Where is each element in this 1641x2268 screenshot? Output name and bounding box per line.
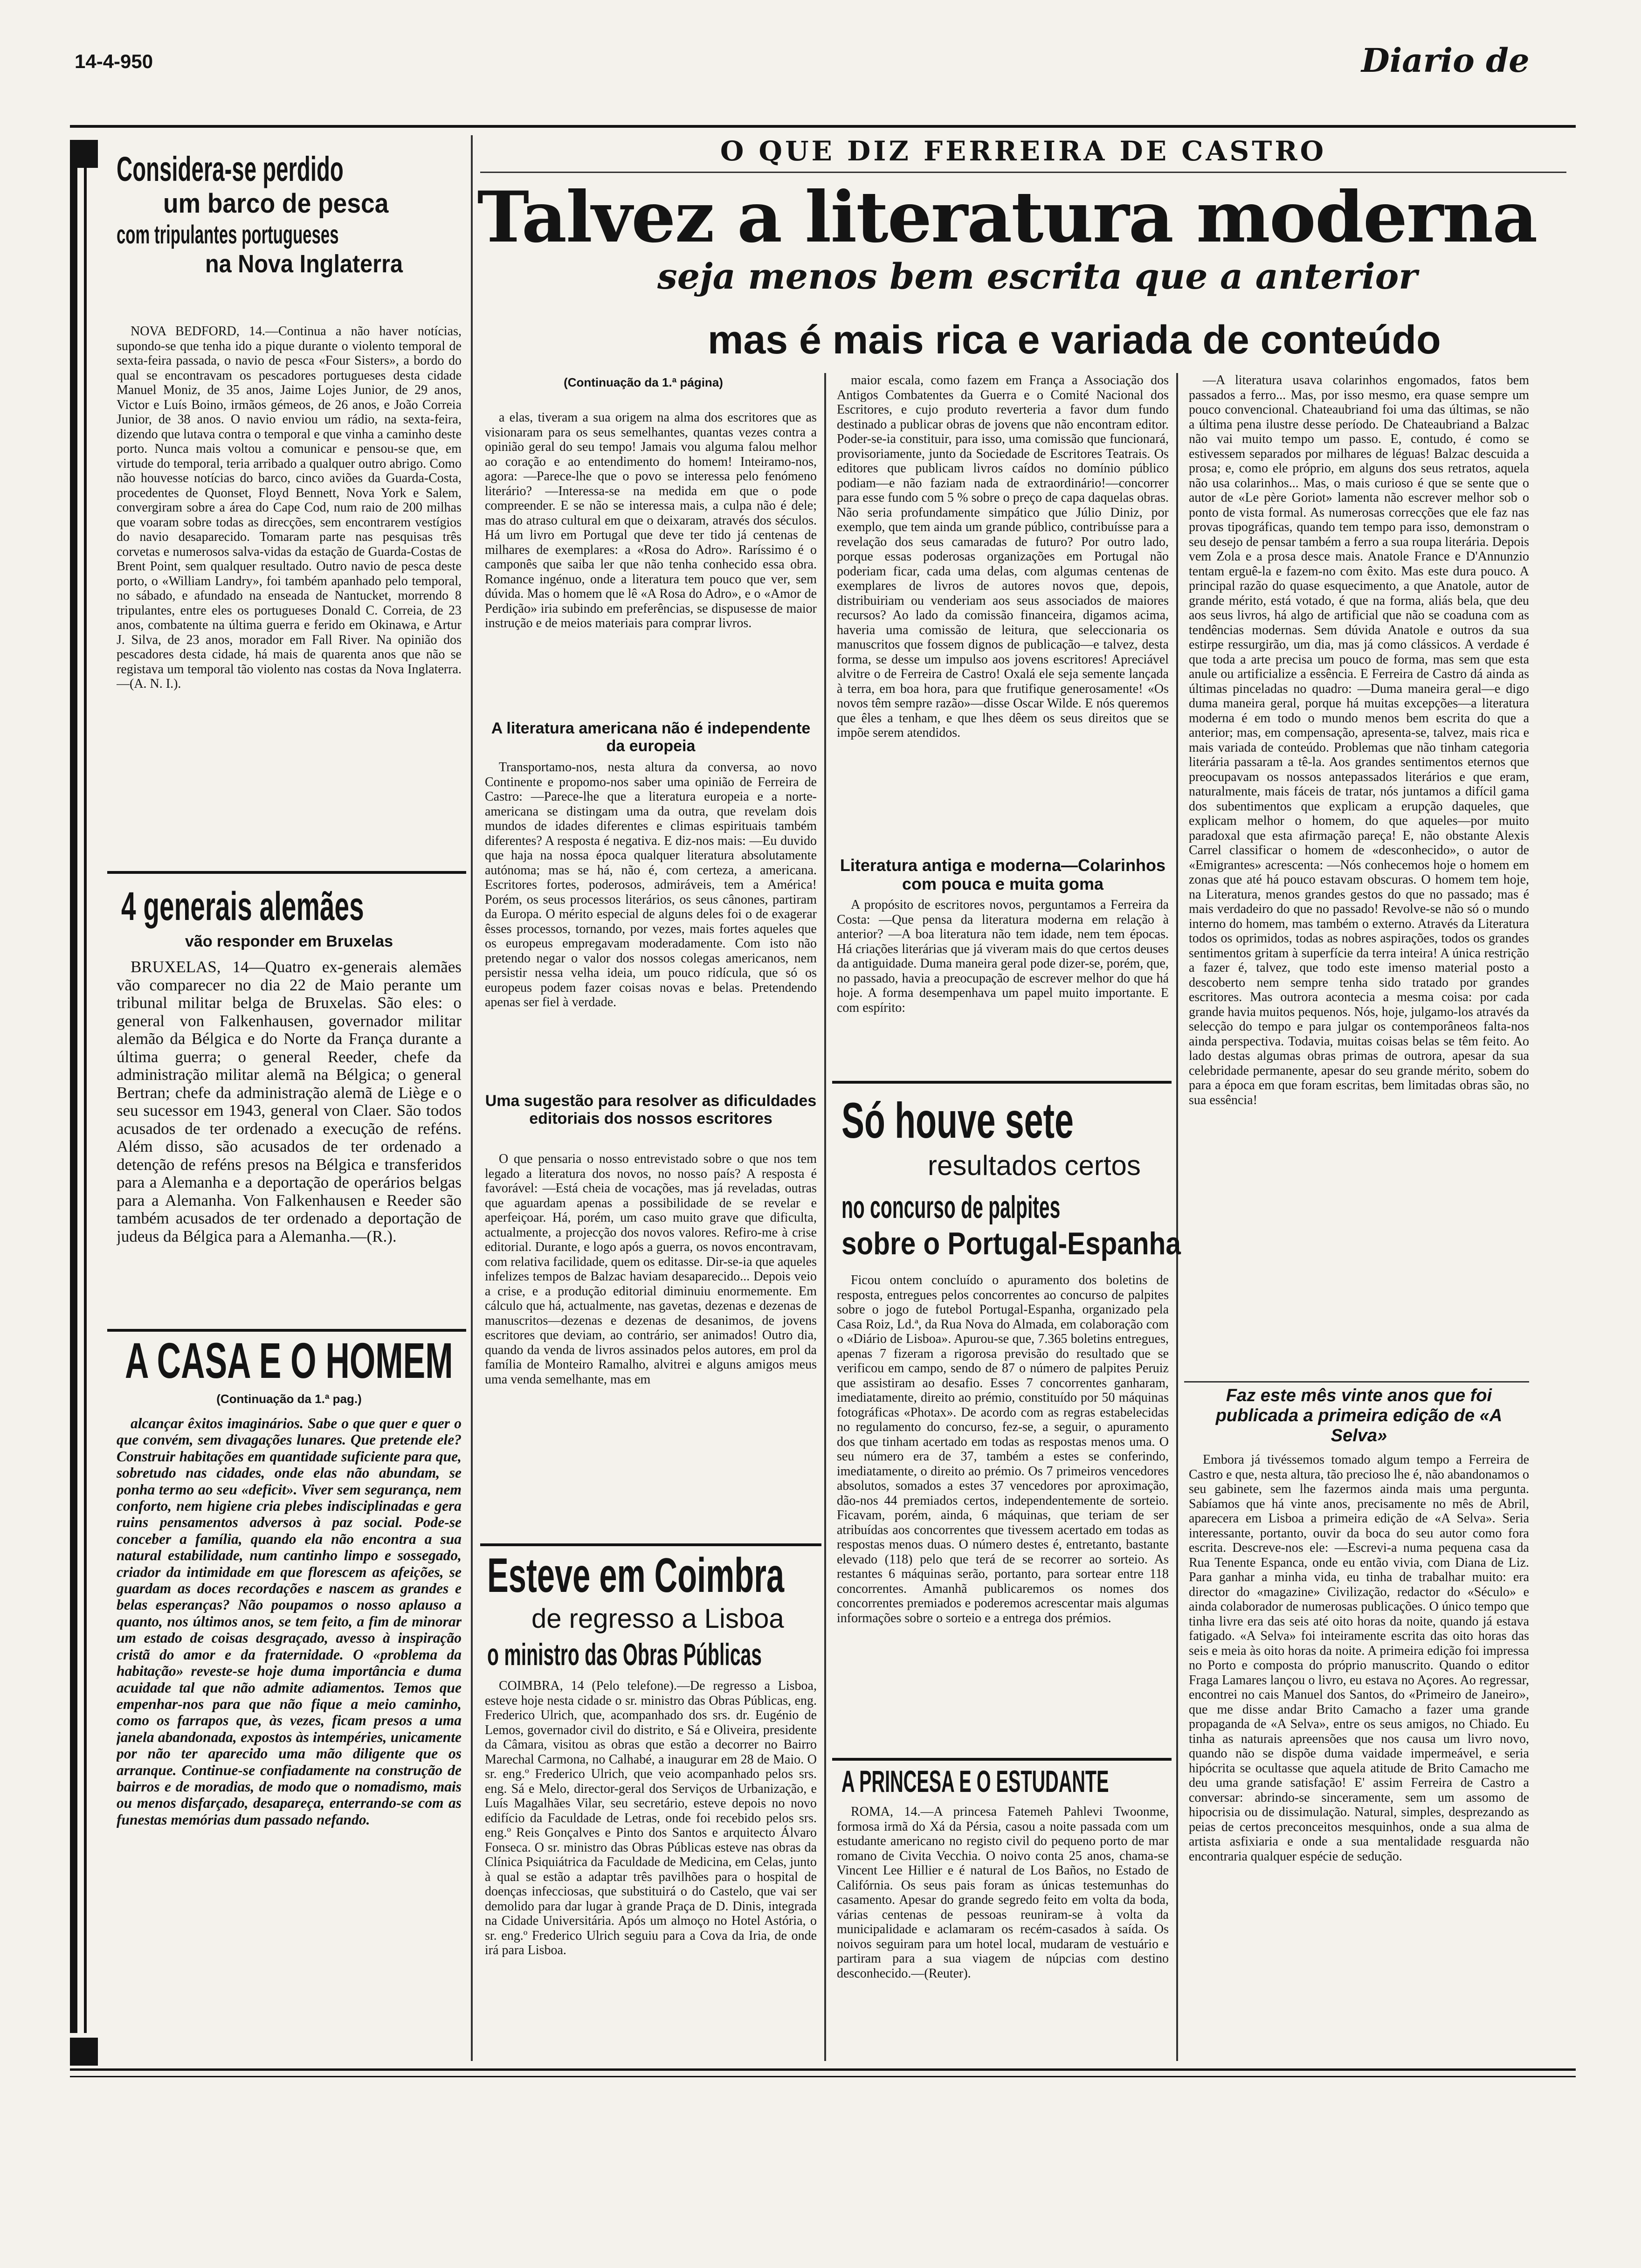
palpites-h1: Só houve sete — [841, 1092, 1074, 1148]
rule-coimbra — [480, 1543, 821, 1546]
palpites-h3: no concurso de palpites — [841, 1189, 1061, 1225]
ferreira-h3: mas é mais rica e variada de conteúdo — [708, 318, 1441, 362]
barco-h2: um barco de pesca — [163, 188, 389, 219]
princesa-body: ROMA, 14.—A princesa Fatemeh Pahlevi Twoonme, formosa irmã do Xá da Pérsia, casou a noite passada com um estudante americano no registo civil do pequeno porto de mar romano de Civita Vecchia. O noivo conta 25 anos, chama-se Vincent Lee Hillier e é natural de Los Baños, no Estado de Califórnia. Os seus pais foram as únicas testemunhas do casamento. Apesar do grande segredo feito em volta da boda, várias centenas de pessoas reuniram-se à volta da municipalidade e aclamaram os recém-casados à saída. Os noivos seguiram para um hotel local, mudaram de vestuário e partiram para a sua viagem de núpcias com destino desconhecido.—(Reuter). — [837, 1805, 1169, 1981]
ferreira-h1: Talvez a literatura moderna — [477, 176, 1537, 258]
ferreira-col1c: O que pensaria o nosso entrevistado sobre o que nos tem legado a literatura dos novos, no nosso país? A resposta é favorável: —Está cheia de vocações, mas já reveladas, outras que aguardam apenas a possibilidade de se revelar e aperfeiçoar. Há, porém, um caso muito grave que dificulta, actualmente, a projecção dos novos valores. Refiro-me à crise editorial. Durante, e logo após a guerra, os novos encontravam, com relativa facilidade, quem os editasse. Dir-se-ia que aqueles infelizes tempos de Balzac haviam desaparecido... Depois veio a crise, e a produção editorial diminuiu enormemente. Em cálculo que há, actualmente, nas gavetas, dezenas e dezenas de manuscritos—dezenas e dezenas de desanimos, de jovens escritores que deviam, ao contrário, ser animados! Outro dia, quando da venda de livros assinados pelos autores, em prol da família de Monteiro Ramalho, alvitrei e alguns amigos meus uma venda semelhante, mas em — [485, 1152, 817, 1387]
column-rule-1 — [471, 135, 473, 2061]
ferreira-col3b: Embora já tivéssemos tomado algum tempo a Ferreira de Castro e que, nesta altura, tão precioso lhe é, não abandonamos o seu gabinete, sem lhe fazermos ainda mais uma pergunta. Sabíamos que há vinte anos, precisamente no mês de Abril, aparecera em Lisboa a primeira edição de «A Selva». Seria interessante, portanto, ouvir da boca do seu autor como fora escrita. Descreve-nos ele: —Escrevi-a numa pequena casa da Rua Tenente Espanca, onde eu então vivia, com Diana de Liz. Para ganhar a minha vida, eu tinha de trabalhar muito: era director do «magazine» Civilização, redactor do «Século» e ainda colaborador de numerosas publicações. O único tempo que tinha livre era das seis até oito horas da noite, quando já estava fatigado. «A Selva» foi inteiramente escrita das oito horas das seis e meia às oito horas da noite. A primeira edição foi impressa no Porto e composta do próprio manuscrito. Quando o editor Fraga Lamares lançou o livro, eu estava no Açores. Ao regressar, encontrei no cais Manuel dos Santos, do «Primeiro de Janeiro», que me disse andar Brito Camacho a fazer uma grande propaganda de «A Selva», entre os seus amigos, no Chiado. Eu tinha as naturais apreensões que nos causa um livro novo, quando não se dispõe duma vaidade impermeável, e seria hipócrita se ocultasse que aquela atitude de Brito Camacho me deu uma grande satisfação! E' assim Ferreira de Castro a conversar: abrindo-se sinceramente, sem um assomo de hipocrisia ou de dissimulação. Natural, simples, desprezando as peias de certos preconceitos mesquinhos, onde a sua alma de artista asfixiaria e onde a sua mentalidade resguarda não encontraria qualquer espécie de sedução. — [1189, 1452, 1529, 1864]
masthead-rule — [70, 125, 1576, 128]
rule-selva — [1184, 1381, 1529, 1383]
palpites-h2: resultados certos — [928, 1150, 1141, 1181]
ferreira-sub4: Faz este mês vinte anos que foi publicada a primeira edição de «A Selva» — [1215, 1386, 1503, 1445]
corner-block-bottom — [70, 2038, 98, 2066]
casa-h1: A CASA E O HOMEM — [125, 1332, 453, 1389]
column-rule-2 — [824, 373, 826, 2061]
corner-block-top — [70, 140, 98, 168]
bottom-rule-thin — [70, 2076, 1576, 2077]
ferreira-sub1: A literatura americana não é independente da europeia — [491, 719, 811, 755]
left-margin-bar — [70, 140, 77, 2033]
ferreira-col2b: A propósito de escritores novos, perguntamos a Ferreira da Costa: —Que pensa da literatura moderna em relação à anterior? —A boa literatura não tem idade, nem tem épocas. Há criações literárias que já viveram mais do que certos deuses da antiguidade. Duma maneira geral pode dizer-se, porém, que, no passado, havia a preocupação de escrever melhor do que há hoje. A forma desempenhava um papel muito importante. E com espírito: — [837, 898, 1169, 1015]
generais-h1: 4 generais alemães — [121, 884, 364, 929]
casa-cont: (Continuação da 1.ª pag.) — [216, 1392, 362, 1406]
generais-h2: vão responder em Bruxelas — [185, 933, 393, 950]
ferreira-sub3: Literatura antiga e moderna—Colarinhos com pouca e muita goma — [840, 856, 1166, 893]
ferreira-col3: —A literatura usava colarinhos engomados, fatos bem passados a ferro... Mas, por isso mesmo, era quase sempre um pouco convencional. Chateaubriand foi uma das últimas, se não a última pena ilustre desse período. De Chateaubriand a Balzac não vai muito tempo um passo. E, contudo, é como se estivessem separados por milhares de léguas! Balzac descuida a prosa; e, como ele próprio, em alguns dos seus retratos, aquela não usa colarinhos... Mas, o mais curioso é que se sente que o autor de «Le père Goriot» lamenta não escrever melhor sob o ponto de vista formal. As numerosas correcções que ele faz nas provas tipográficas, quando tem tempo para isso, demonstram o seu desejo de pensar também a ferro a sua roupa literária. Depois vem Zola e a prosa desce mais. Anatole France e D'Annunzio tentam erguê-la e fazem-no com êxito. Mas este dura pouco. A principal razão do quase esquecimento, a que Anatole, autor de grande mérito, está votado, é que na forma, aliás bela, que deu aos seus livros, há algo de artificial que não se coaduna com as tendências modernas. Sem dúvida Anatole e outros da sua estirpe ressurgirão, um dia, mas já como clássicos. A verdade é que toda a arte precisa um pouco de forma, mas sem que esta anule ou artificialize a essência. E Ferreira de Castro dá ainda as últimas pinceladas no quadro: —Duma maneira geral—e digo duma maneira geral, porque há muitas excepções—a literatura moderna é em todo o mundo menos bem escrita do que a anterior; mas, em compensação, apresenta-se, talvez, mais rica e mais variada de conteúdo. Problemas que não tinham categoria literária passaram a tê-la. Aos grandes sentimentos eternos que preocupavam os nossos antepassados literários e que eram, naturalmente, mais fáceis de tratar, nós juntamos a difícil gama dos subentimentos que explicam a erupção daqueles, que explicam melhor o homem, do que aqueles—por muito paradoxal que esta afirmação pareça! E, não obstante Alexis Carrel classificar o homem de «desconhecido», o autor de «Emigrantes» acrescenta: —Nós conhecemos hoje o homem em zonas que até há pouco estavam obscuras. O homem tem hoje, na Literatura, menos grandes gestos do que no passado; mas é mais verdadeiro do que no passado! Revolve-se não só o mundo interno do homem, mas também o externo. Através da Literatura todos os oprimidos, todas as nobres aspirações, todos os grandes sentimentos gritam à superfície da terra inteira! A única restrição a fazer é, talvez, que todo este imenso material posto a descoberto nem sempre tenha sido tratado por grandes escritores. Mas outrora acontecia a mesma coisa: por cada grande havia muitos pequenos. Nós, hoje, julgamo-los através da selecção do tempo e para julgar os contemporâneos falta-nos ainda perspectiva. Todavia, muitas coisas belas se têm feito. Ao lado destas algumas obras primas de outrora, apesar da sua celebridade permanente, apesar do seu grande mérito, sobem do para a época em que foram escritas, bem limitadas obras são, no sua essência! — [1189, 373, 1529, 1107]
barco-h1: Considera-se perdido — [117, 150, 344, 188]
rule-princesa — [832, 1758, 1172, 1761]
ferreira-col1b: Transportamo-nos, nesta altura da conversa, ao novo Continente e propomo-nos saber uma opinião de Ferreira de Castro: —Parece-lhe que a literatura europeia e a norte-americana se distingam uma da outra, que revelam dois mundos de idades diferentes e climas espirituais também diferentes? A resposta é negativa. E diz-nos mais: —Eu duvido que haja na nossa época qualquer literatura absolutamente autónoma; mas se há, não é, com certeza, a americana. Escritores fortes, poderosos, admiráveis, tem a América! Porém, os seus processos literários, os seus cânones, partiram da Europa. O mérito especial de alguns deles foi o de exagerar êsses processos, tornando, por vezes, mais fortes aqueles que os europeus empregavam moderadamente. Com isto não pretendo negar o valor dos nossos colegas americanos, nem persistir nessa velha ideia, um pouco ridícula, que só os europeus podem fazer coisas novas e belas. Pretendendo apenas ser fiel à verdade. — [485, 760, 817, 1010]
coimbra-h2: de regresso a Lisboa — [531, 1604, 784, 1634]
palpites-h4: sobre o Portugal-Espanha — [841, 1226, 1181, 1261]
coimbra-h3: o ministro das Obras Públicas — [487, 1637, 762, 1672]
issue-date: 14-4-950 — [75, 50, 153, 72]
rule-palpites — [832, 1081, 1172, 1084]
article-barco-headline — [117, 149, 462, 278]
palpites-body: Ficou ontem concluído o apuramento dos boletins de resposta, entregues pelos concorrentes ao concurso de palpites sobre o jogo de futebol Portugal-Espanha, organizado pela Casa Roiz, Ld.ª, da Rua Nova do Almada, em colaboração com o «Diário de Lisboa». Apurou-se que, 7.365 boletins entregues, apenas 7 fizeram a rigorosa previsão do resultado que se verificou em campo, sendo de 87 o número de palpites Peruiz que assistiram ao desafio. Esses 7 concorrentes ganharam, imediatamente, direito ao prémio, constituído por 50 máquinas fotográficas «Photax». De acordo com as regras estabelecidas no regulamento do concurso, fez-se, a seguir, o apuramento dos que tinham acertado em todas as respostas menos uma. O seu número era de 37, também a estes se conferindo, imediatamente, o direito ao prémio. Os 7 primeiros vencedores absolutos, somados a estes 37 vencedores por aproximação, dão-nos 44 premiados certos, independentemente de sorteio. Ficavam, porém, ainda, 6 máquinas, que teriam de ser atribuídas aos concorrentes que tivessem acertado em todas as respostas menos duas. O número destes é, entretanto, bastante elevado (118) pelo que terá de se recorrer ao sorteio. As restantes 6 máquinas serão, portanto, para sortear entre 118 concorrentes. Amanhã publicaremos os nomes dos concorrentes premiados e poderemos acrescentar mais algumas informações sobre o sorteio e a entrega dos prémios. — [837, 1273, 1169, 1625]
ferreira-h2: seja menos bem escrita que a anterior — [657, 256, 1418, 297]
casa-body: alcançar êxitos imaginários. Sabe o que quer e quer o que convém, sem divagações lunares. Que pretende ele? Construir habitações em quantidade suficiente para que, sobretudo nas cidades, onde elas não abundam, se ponha termo ao seu «deficit». Viver sem segurança, nem conforto, nem higiene cria plebes indisciplinadas e gera ruins pensamentos adversos à paz social. Pode-se conceber a família, quando ela não encontra a sua natural estabilidade, num cantinho limpo e sossegado, criador da intimidade em que florescem as afeições, se guardam as doces recordações e nascem as grandes e belas esperanças? Não poupamos o nosso aplauso a quanto, nos últimos anos, se tem feito, a fim de minorar um estado de coisas desgraçado, avesso à inspiração cristã do amor e da fraternidade. O «problema da habitação» reveste-se hoje duma importância e duma acuidade tal que não admite adiamentos. Temos que empenhar-nos para que não fique a meio caminho, como os farrapos que, às vezes, ficam presos a uma janela abandonada, expostos às intempéries, unicamente por não ter aparecido uma mão diligente que os arranque. Continue-se confiadamente na construção de bairros e de moradias, de modo que o nomadismo, mais ou menos disfarçado, desapareça, enterrando-se com as funestas memórias dum passado nefando. — [117, 1415, 462, 1828]
ferreira-col1: a elas, tiveram a sua origem na alma dos escritores que as visionaram para os seus semelhantes, quantas vezes contra a opinião geral do seu tempo! Jamais vou alguma falou melhor ao coração e ao entendimento do homem! Inteiramo-nos, agora: —Parece-lhe que o povo se interessa pelo fenómeno literário? —Interessa-se na medida em que o pode compreender. E se não se interessa mais, a culpa não é dele; mas do atraso cultural em que o deixaram, através dos séculos. Há um livro em Portugal que deve ter tido já centenas de milhares de exemplares: a «Rosa do Adro». Raríssimo é o camponês que saiba ler que não tenha conhecido essa obra. Romance ingénuo, onde a literatura tem pouco que ver, sem dúvida. Mas o homem que lê «A Rosa do Adro», e o «Amor de Perdição» iria subindo em preferências, se dispusesse de maior instrução e de meios materiais para comprar livros. — [485, 410, 817, 630]
barco-body: NOVA BEDFORD, 14.—Continua a não haver notícias, supondo-se que tenha ido a pique durante o violento temporal de sexta-feira passada, o navio de pesca «Four Sisters», a bordo do qual se encontravam os pescadores portugueses desta cidade Manuel Moniz, de 35 anos, Jaime Lojes Junior, de 29 anos, Victor e Luís Boino, irmãos gémeos, de 26 anos, e João Correia Junior, de 38 anos. O navio enviou um rádio, na sexta-feira, dizendo que lutava contra o temporal e que vinha a caminho deste porto. Nunca mais voltou a comunicar e pensou-se que, em virtude do temporal, teria arribado a qualquer outro abrigo. Como não houvesse notícias do barco, cinco aviões da Guarda-Costa, procedentes de Quonset, Floyd Bennett, Nova York e Salem, convergiram sobre a área do Cape Cod, num raio de 200 milhas que voaram sobre todas as direcções, sem encontrarem vestígios do navio desaparecido. Tomaram parte nas pesquisas três corvetas e numerosos salva-vidas da estação de Guarda-Costas de Brent Point, sem qualquer resultado. Outro navio de pesca deste porto, o «William Landry», foi também apanhado pelo temporal, no sábado, e afundado na enseada de Nantucket, morrendo 8 tripulantes, entre eles os portugueses Donald C. Correia, de 23 anos, combatente na última guerra e ferido em Okinawa, e Artur J. Silva, de 23 anos, morador em Fall River. Na opinião dos pescadores desta cidade, há mais de quarenta anos que não se registava um temporal tão violento nas costas da Nova Inglaterra.—(A. N. I.). — [117, 324, 462, 691]
generais-body: BRUXELAS, 14—Quatro ex-generais alemães vão comparecer no dia 22 de Maio perante um tribunal militar belga de Bruxelas. São eles: o general von Falkenhausen, governador militar alemão da Bélgica e do Norte da França durante a última guerra; o general Reeder, chefe da administração militar alemã na Bélgica; o general Bertran; chefe da administração alemã de Liège e o seu sucessor em 1943, general von Claer. São todos acusados de ter ordenado a execução de reféns. Além disso, são acusados de ter ordenado a detenção de reféns presos na Bélgica e transferidos para a Alemanha e a deportação de operários belgas para a Alemanha. Von Falkenhausen e Reeder são também acusados de ter ordenado a deportação de judeus da Bélgica para a Alemanha.—(R.). — [117, 958, 462, 1245]
bottom-rule — [70, 2068, 1576, 2071]
ferreira-sub2: Uma sugestão para resolver as dificuldades editoriais dos nossos escritores — [485, 1092, 817, 1127]
ferreira-kicker: O QUE DIZ FERREIRA DE CASTRO — [720, 135, 1327, 167]
left-margin-bar-thin — [84, 140, 87, 2033]
ferreira-col2: maior escala, como fazem em França a Associação dos Antigos Combatentes da Guerra e o Comité Nacional dos Escritores, e cujo produto reverteria a favor dum fundo destinado a publicar obras de jovens que não encontram editor. Poder-se-ia constituir, para isso, uma comissão que funcionará, provisoriamente, junto da Sociedade de Escritores Teatrais. Os editores que publicam livros caídos no domínio público podiam—e não faziam nada de extraordinário!—concorrer para esse fundo com 5 % sobre o preço de capa daquelas obras. Não seria profundamente simpático que Júlio Diniz, por exemplo, que tem ainda um grande público, contribuísse para a revelação dos seus camaradas de futuro? Por outro lado, porque essas poderosas organizações em Portugal não poderiam ficar, cada uma delas, com algumas centenas de exemplares de livros de autores novos que, depois, distribuiriam ou venderiam aos seus associados de maiores recursos? Ao lado da comissão financeira, digamos acima, haveria uma comissão de leitura, que seleccionaria os manuscritos que fossem dignos de publicação—e talvez, desta forma, se desse um impulso aos jovens escritores! Apreciável alvitre o de Ferreira de Castro! Oxalá ele seja semente lançada à terra, em boa hora, para que frutifique generosamente! «Os novos têm sempre razão»—disse Oscar Wilde. E nós queremos que êles a tenham, e que lhes dêem os seus direitos que se impõe serem atendidos. — [837, 373, 1169, 740]
column-rule-3 — [1176, 373, 1178, 2061]
barco-h4: na Nova Inglaterra — [205, 250, 403, 278]
rule-barco — [107, 871, 466, 874]
princesa-h1: A PRINCESA E O ESTUDANTE — [841, 1764, 1109, 1798]
coimbra-h1: Esteve em Coimbra — [487, 1549, 785, 1603]
newspaper-title: Diario de — [1361, 41, 1530, 80]
kicker-rule — [480, 172, 1566, 173]
ferreira-cont: (Continuação da 1.ª página) — [564, 375, 723, 389]
coimbra-body: COIMBRA, 14 (Pelo telefone).—De regresso a Lisboa, esteve hoje nesta cidade o sr. ministro das Obras Públicas, eng. Frederico Ulrich, que, acompanhado dos srs. dr. Eugénio de Lemos, governador civil do distrito, e Sá e Oliveira, presidente da Câmara, visitou as obras que estão a decorrer no Bairro Marechal Carmona, no Calhabé, a inaugurar em 28 de Maio. O sr. eng.º Frederico Ulrich, que veio acompanhado pelos srs. eng. Sá e Melo, director-geral dos Serviços de Urbanização, e Luís Magalhães Vilar, seu secretário, esteve depois no novo edifício da Faculdade de Letras, onde foi recebido pelos srs. eng.º Reis Gonçalves e Pinto dos Santos e arquitecto Álvaro Fonseca. O sr. ministro das Obras Públicas esteve nas obras da Clínica Psiquiátrica da Faculdade de Medicina, em Celas, junto à qual se estão a adaptar três pavilhões para o hospital de doenças infecciosas, que substituirá o do Castelo, que vai ser demolido para dar lugar à grande Praça de D. Dinis, integrada na Cidade Universitária. Após um almoço no Hotel Astória, o sr. eng.º Frederico Ulrich seguiu para a Cova da Iria, de onde irá para Lisboa. — [485, 1679, 817, 1957]
barco-h3: com tripulantes portugueses — [117, 220, 339, 249]
